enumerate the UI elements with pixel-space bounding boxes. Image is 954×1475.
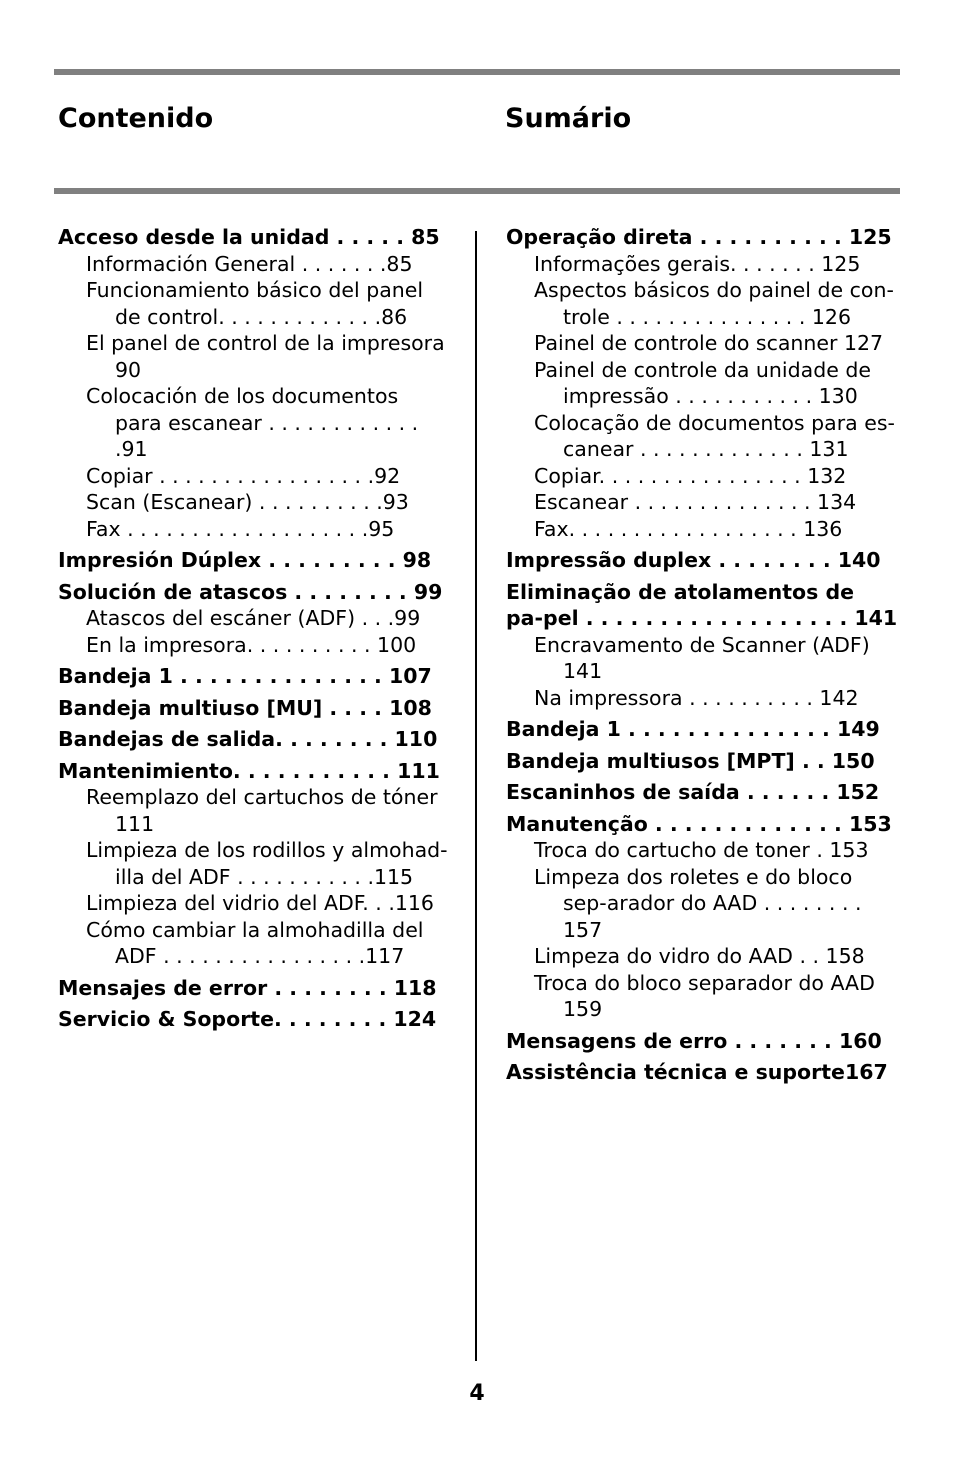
toc-subsection-entry[interactable]: Aspectos básicos do painel de con-trole . . . . . . . . . . . . . . . 126 [534,278,894,329]
toc-section-entry[interactable]: Mensajes de error . . . . . . . . 118 [58,975,437,1000]
toc-subsection-entry[interactable]: Cómo cambiar la almohadilla del ADF . . . . . . . . . . . . . . . .117 [86,917,424,968]
toc-subsection-entry[interactable]: El panel de control de la impresora 90 [86,331,445,382]
toc-subsection-entry[interactable]: Escanear . . . . . . . . . . . . . . 134 [534,490,857,514]
column-divider [475,231,477,1361]
toc-section-entry[interactable]: Escaninhos de saída . . . . . . 152 [506,780,880,804]
toc-section-entry[interactable]: Assistência técnica e suporte167 [506,1060,888,1084]
toc-subsection-entry[interactable]: Painel de controle do scanner 127 [534,331,884,355]
toc-subsection-entry[interactable]: Painel de controle da unidade de impressão . . . . . . . . . . . 130 [534,357,871,408]
toc-subsection-entry[interactable]: En la impresora. . . . . . . . . . 100 [86,632,417,657]
toc-section-entry[interactable]: Solución de atascos . . . . . . . . 99 [58,579,443,604]
toc-section-entry[interactable]: Bandeja 1 . . . . . . . . . . . . . . 149 [506,717,880,741]
heading-sumario: Sumário [505,103,632,135]
toc-section-entry[interactable]: Mensagens de erro . . . . . . . 160 [506,1028,882,1053]
toc-subsection-entry[interactable]: Limpeza do vidro do AAD . . 158 [534,944,865,968]
toc-subsection-entry[interactable]: Fax. . . . . . . . . . . . . . . . . . 136 [534,516,843,541]
toc-column-spanish [58,224,450,1033]
toc-section-entry[interactable]: Manutenção . . . . . . . . . . . . . 153 [506,811,892,836]
toc-subsection-entry[interactable]: Atascos del escáner (ADF) . . .99 [86,606,421,630]
toc-section-entry[interactable]: Impressão duplex . . . . . . . . 140 [506,548,881,572]
toc-section-entry[interactable]: Bandeja 1 . . . . . . . . . . . . . . 107 [58,664,432,688]
heading-contenido: Contenido [58,103,214,135]
toc-section-entry[interactable]: Bandeja multiusos [MPT] . . 150 [506,748,875,773]
page-number: 4 [469,1381,485,1406]
toc-subsection-entry[interactable]: Copiar. . . . . . . . . . . . . . . . 132 [534,463,847,488]
toc-subsection-entry[interactable]: Limpieza de los rodillos y almohad-illa del ADF . . . . . . . . . . .115 [86,838,448,889]
toc-subsection-entry[interactable]: Na impressora . . . . . . . . . . 142 [534,685,859,710]
toc-section-entry[interactable]: Bandeja multiuso [MU] . . . . 108 [58,695,432,720]
toc-subsection-entry[interactable]: Limpieza del vidrio del ADF. . .116 [86,891,434,915]
toc-subsection-entry[interactable]: Encravamento de Scanner (ADF) 141 [534,632,870,683]
toc-column-portuguese [506,224,898,1086]
toc-subsection-entry[interactable]: Colocação de documentos para es-canear . . . . . . . . . . . . . 131 [534,410,895,461]
toc-section-entry[interactable]: Operação direta . . . . . . . . . . 125 [506,225,892,249]
top-rule [54,69,900,75]
toc-subsection-entry[interactable]: Troca do cartucho de toner . 153 [534,838,869,862]
toc-section-entry[interactable]: Servicio & Soporte. . . . . . . . 124 [58,1007,437,1031]
toc-subsection-entry[interactable]: Reemplazo del cartuchos de tóner 111 [86,785,438,836]
toc-section-entry[interactable]: Mantenimiento. . . . . . . . . . . 111 [58,758,440,783]
toc-subsection-entry[interactable]: Copiar . . . . . . . . . . . . . . . . .92 [86,463,401,488]
toc-subsection-entry[interactable]: Información General . . . . . . .85 [86,251,413,276]
toc-subsection-entry[interactable]: Limpeza dos roletes e do bloco sep-arador do AAD . . . . . . . . 157 [534,864,862,942]
toc-subsection-entry[interactable]: Troca do bloco separador do AAD 159 [534,970,875,1021]
toc-subsection-entry[interactable]: Scan (Escanear) . . . . . . . . . .93 [86,490,409,514]
section-rule [54,188,900,194]
toc-section-entry[interactable]: Eliminação de atolamentos de pa-pel . . . . . . . . . . . . . . . . . . 141 [506,579,898,630]
toc-section-entry[interactable]: Acceso desde la unidad . . . . . 85 [58,225,440,249]
toc-subsection-entry[interactable]: Colocación de los documentos para escanear . . . . . . . . . . . . .91 [86,384,419,461]
toc-subsection-entry[interactable]: Informações gerais. . . . . . . 125 [534,251,861,276]
toc-subsection-entry[interactable]: Fax . . . . . . . . . . . . . . . . . . .95 [86,516,395,541]
toc-section-entry[interactable]: Bandejas de salida. . . . . . . . 110 [58,727,438,751]
toc-subsection-entry[interactable]: Funcionamiento básico del panel de control. . . . . . . . . . . . .86 [86,278,424,329]
toc-section-entry[interactable]: Impresión Dúplex . . . . . . . . . 98 [58,548,432,572]
